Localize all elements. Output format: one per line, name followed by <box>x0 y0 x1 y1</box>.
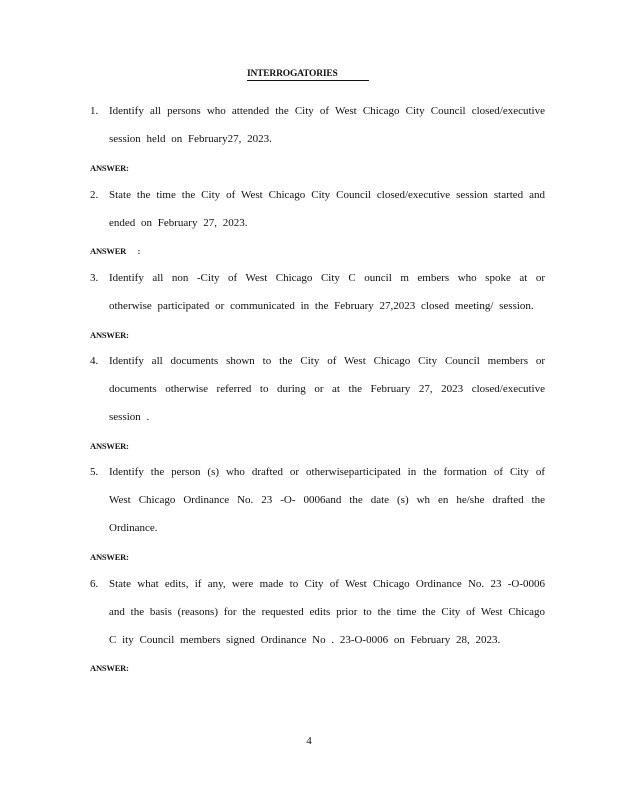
answer-label: ANSWER : <box>90 246 141 256</box>
page-number: 4 <box>306 735 312 747</box>
item-number: 3. <box>90 272 99 284</box>
item-text: Identify all non -City of West Chicago City C ouncil m embers who spoke at or otherwise participated or communicated in the February 27,2023 closed meeting/ session. <box>109 272 545 312</box>
item-number: 2. <box>90 189 99 201</box>
item-text: Identify the person (s) who drafted or otherwiseparticipated in the formation of City of West Chicago Ordinance No. 23 -O- 0006and the date (s) wh en he/she drafted the Ordinance. <box>109 466 545 534</box>
answer-label: ANSWER: <box>90 552 129 562</box>
section-heading: INTERROGATORIES <box>247 69 369 81</box>
interrogatory-item-4 <box>90 347 545 431</box>
item-text: State the time the City of West Chicago City Council closed/executive session started and ended on February 27, 2023. <box>109 189 545 229</box>
answer-label: ANSWER: <box>90 663 129 673</box>
item-number: 1. <box>90 105 99 117</box>
answer-label: ANSWER: <box>90 441 129 451</box>
interrogatory-item-5 <box>90 458 545 542</box>
item-text: Identify all persons who attended the City of West Chicago City Council closed/executive session held on February27, 2023. <box>109 105 545 145</box>
item-number: 5. <box>90 466 99 478</box>
item-number: 6. <box>90 578 99 590</box>
item-text: State what edits, if any, were made to City of West Chicago Ordinance No. 23 -O-0006 and the basis (reasons) for the requested edits prior to the time the City of West Chicago C ity Council members signed Ordinance No . 23-O-0006 on February 28, 2023. <box>109 578 545 646</box>
interrogatory-item-1 <box>90 97 545 153</box>
interrogatory-item-3 <box>90 264 545 320</box>
answer-label: ANSWER: <box>90 330 129 340</box>
item-text: Identify all documents shown to the City of West Chicago City Council members or documents otherwise referred to during or at the February 27, 2023 closed/executive session . <box>109 355 545 423</box>
interrogatory-item-6 <box>90 570 545 654</box>
interrogatory-item-2 <box>90 181 545 237</box>
item-number: 4. <box>90 355 99 367</box>
answer-label: ANSWER: <box>90 163 129 173</box>
